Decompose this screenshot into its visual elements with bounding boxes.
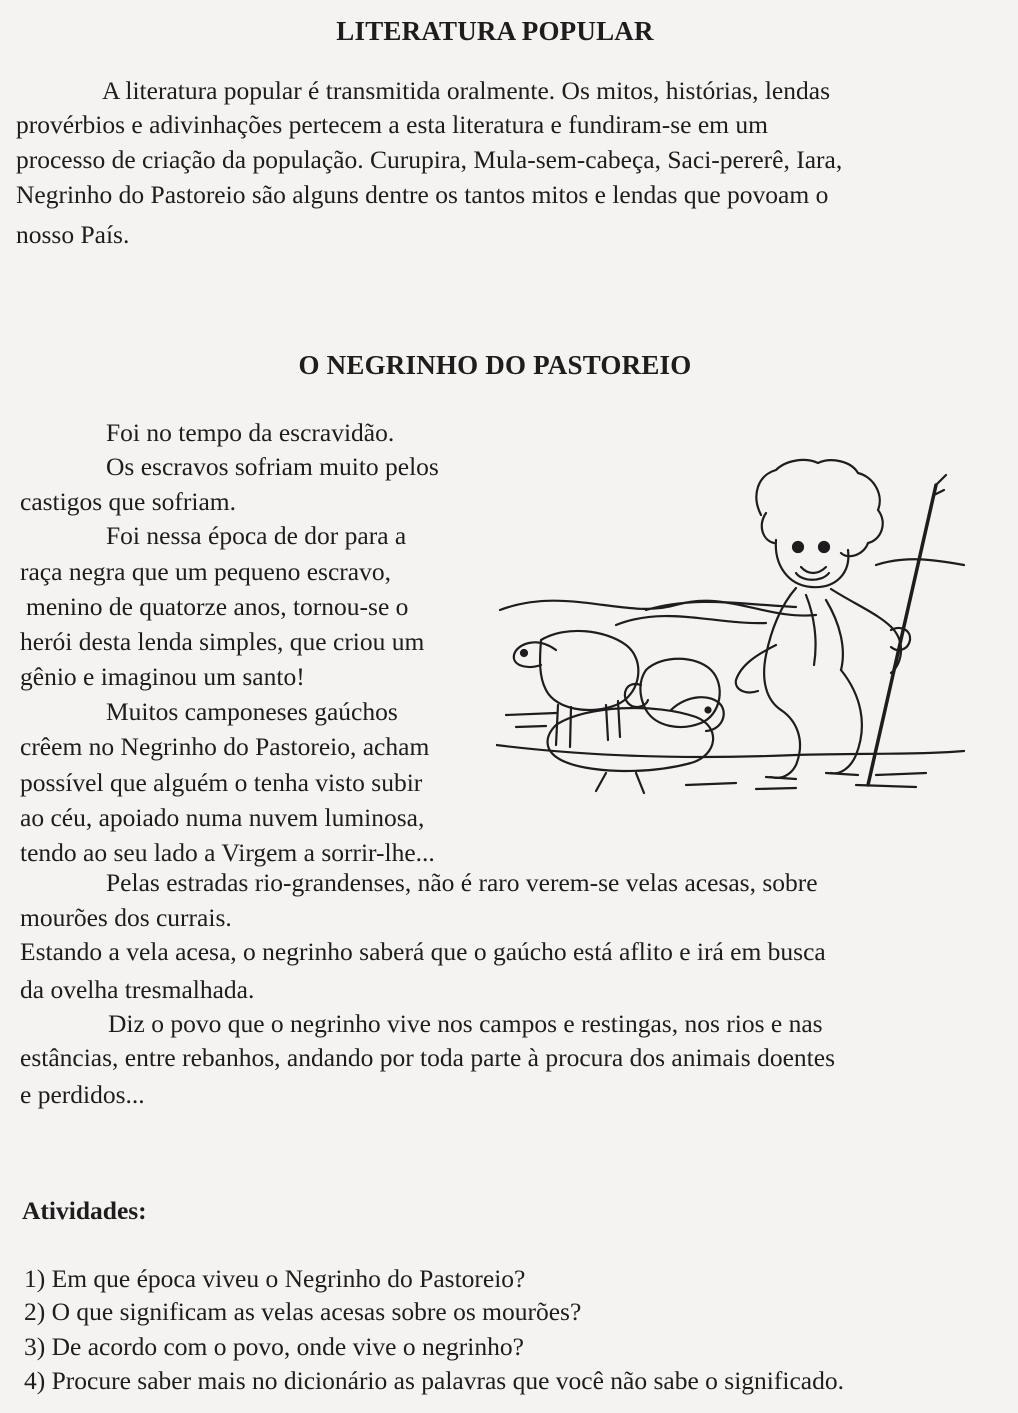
story-line: tendo ao seu lado a Virgem a sorrir-lhe... [20,838,435,867]
activity-question [24,1366,844,1396]
question-number: 4) [24,1366,46,1395]
intro-line: processo de criação da população. Curupira, Mula-sem-cabeça, Saci-pererê, Iara, [16,145,843,174]
story-line: Pelas estradas rio-grandenses, não é raro verem-se velas acesas, sobre [106,868,818,897]
intro-line: nosso País. [16,220,130,249]
story-line: da ovelha tresmalhada. [20,975,255,1004]
question-number: 1) [24,1264,46,1293]
story-line: raça negra que um pequeno escravo, [20,557,391,586]
story-line: Muitos camponeses gaúchos [106,697,398,726]
intro-line: Negrinho do Pastoreio são alguns dentre os tantos mitos e lendas que povoam o [16,180,829,209]
section-title-negrinho: O NEGRINHO DO PASTOREIO [298,350,692,380]
story-line: ao céu, apoiado numa nuvem luminosa, [20,803,425,832]
activity-question [24,1297,581,1327]
question-text: De acordo com o povo, onde vive o negrinho? [45,1332,524,1361]
shepherd-boy-with-sheep-illustration [496,455,966,805]
intro-line: provérbios e adivinhações pertecem a esta literatura e fundiram-se em um [16,110,768,139]
story-line: gênio e imaginou um santo! [20,662,305,691]
activity-question [24,1332,524,1362]
activity-question [24,1264,525,1294]
story-line: Diz o povo que o negrinho vive nos campos e restingas, nos rios e nas [108,1009,823,1038]
section-title-literatura-popular: LITERATURA POPULAR [336,16,654,46]
story-line: possível que alguém o tenha visto subir [20,768,423,797]
story-line: crêem no Negrinho do Pastoreio, acham [20,732,430,761]
story-line: mourões dos currais. [20,903,232,932]
intro-line: A literatura popular é transmitida oralmente. Os mitos, histórias, lendas [102,76,830,105]
question-number: 2) [24,1297,46,1326]
story-line: Foi nessa época de dor para a [106,521,407,550]
question-text: Em que época viveu o Negrinho do Pastoreio? [45,1264,526,1293]
story-line: menino de quatorze anos, tornou-se o [26,592,409,621]
story-line: Foi no tempo da escravidão. [106,418,395,447]
activities-title: Atividades: [22,1196,147,1225]
story-line: Estando a vela acesa, o negrinho saberá que o gaúcho está aflito e irá em busca [20,937,826,966]
story-line: Os escravos sofriam muito pelos [106,452,439,481]
story-line: castigos que sofriam. [20,487,236,516]
question-number: 3) [24,1332,46,1361]
story-line: herói desta lenda simples, que criou um [20,627,425,656]
question-text: Procure saber mais no dicionário as palavras que você não sabe o significado. [45,1366,844,1395]
story-line: e perdidos... [20,1080,145,1109]
story-line: estâncias, entre rebanhos, andando por toda parte à procura dos animais doentes [20,1043,835,1072]
question-text: O que significam as velas acesas sobre os mourões? [45,1297,582,1326]
